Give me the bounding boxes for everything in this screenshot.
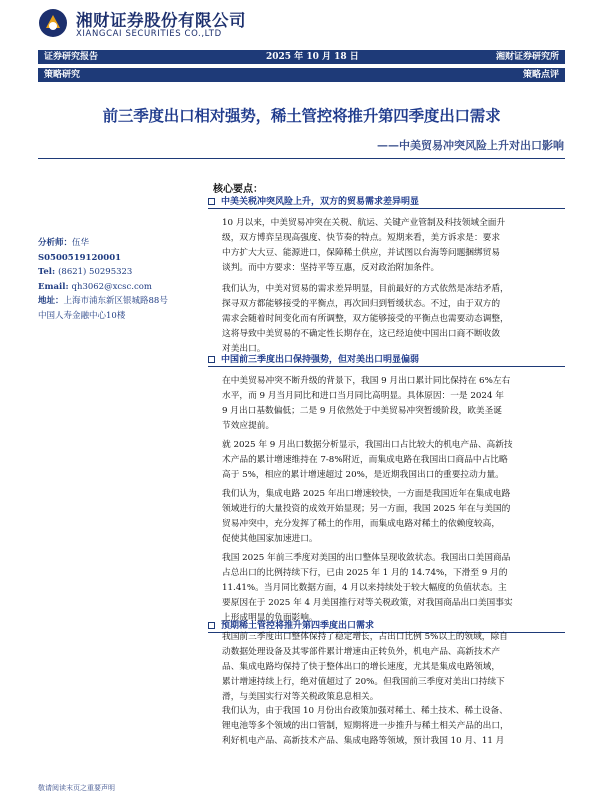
report-date: 2025 年 10 月 18 日 bbox=[266, 52, 359, 62]
text-line: 我们认为，集成电路 2025 年出口增速较快，一方面是我国近年在集成电路 bbox=[222, 489, 511, 499]
address-line-2: 中国人寿金融中心10楼 bbox=[38, 310, 126, 321]
analyst-name: 伍华 bbox=[72, 238, 90, 248]
paragraph bbox=[222, 438, 565, 483]
header-band-secondary bbox=[38, 68, 565, 82]
text-line: 就 2025 年 9 月出口数据分析显示，我国出口占比较大的机电产品、高新技 bbox=[222, 440, 513, 450]
report-subcategory: 策略点评 bbox=[522, 70, 559, 80]
checkbox-square-icon bbox=[208, 622, 215, 629]
section-heading bbox=[208, 196, 565, 209]
company-logo bbox=[38, 6, 288, 42]
paragraph bbox=[222, 487, 565, 547]
text-line: 这将导致中美贸易的不确定性长期存在，这已经迫使中国出口商不断收敛 bbox=[222, 329, 500, 339]
text-line: 锂电池等多个领域的出口管制，短期将进一步推升与稀土相关产品的出口， bbox=[222, 721, 509, 731]
paragraph bbox=[222, 216, 565, 276]
checkbox-square-icon bbox=[208, 198, 215, 205]
section-heading-text: 中美关税冲突风险上升，双方的贸易需求差异明显 bbox=[221, 197, 420, 207]
address-line-1: 上海市浦东新区银城路88号 bbox=[63, 296, 168, 306]
email-label: Email: bbox=[38, 281, 69, 292]
text-line: 上形成明显的负面影响。 bbox=[222, 613, 318, 623]
section-heading-text: 中国前三季度出口保持强势，但对美出口明显偏弱 bbox=[221, 355, 420, 365]
address-row bbox=[38, 294, 210, 309]
page-title: 前三季度出口相对强势，稀土管控将推升第四季度出口需求 bbox=[102, 107, 501, 125]
text-line: 占总出口的比例持续下行，已由 2025 年 1 月的 14.74%，下滑至 9 月的 bbox=[222, 568, 508, 578]
report-category: 策略研究 bbox=[44, 70, 81, 80]
text-line: 探寻双方都能够接受的平衡点，再次回归到暂缓状态。不过，由于双方的 bbox=[222, 299, 500, 309]
text-line: 节效应提前。 bbox=[222, 421, 275, 431]
paragraph bbox=[222, 282, 565, 357]
section-heading bbox=[208, 354, 565, 367]
paragraph bbox=[222, 630, 565, 705]
paragraph bbox=[222, 704, 565, 749]
text-line: 促使其他国家加速进口。 bbox=[222, 534, 318, 544]
text-line: 贸易冲突中，充分发挥了稀土的作用，而集成电路对稀土的依赖度较高， bbox=[222, 519, 500, 529]
analyst-row bbox=[38, 236, 210, 251]
text-line: 我国前三季度出口整体保持了稳定增长，占出口比例 5%以上的领域，除自 bbox=[222, 632, 508, 642]
analyst-label: 分析师： bbox=[38, 238, 73, 248]
text-line: 9 月出口基数偏低；二是 9 月依然处于中美贸易冲突暂缓阶段，欧美圣诞 bbox=[222, 406, 502, 416]
text-line: 滑，与美国实行对等关税政策息息相关。 bbox=[222, 692, 379, 702]
text-line: 我们认为，中美对贸易的需求差异明显，目前最好的方式依然是冻结矛盾， bbox=[222, 284, 509, 294]
company-name-en: XIANGCAI SECURITIES CO.,LTD bbox=[76, 29, 222, 39]
paragraph bbox=[222, 551, 565, 626]
tel-value: (8621) 50295323 bbox=[58, 267, 133, 277]
analyst-cert: S0500519120001 bbox=[38, 252, 122, 263]
research-institute: 湘财证券研究所 bbox=[495, 52, 559, 62]
text-line: 在中美贸易冲突不断升级的背景下，我国 9 月出口累计同比保持在 6%左右 bbox=[222, 376, 511, 386]
text-line: 10 月以来，中美贸易冲突在关税、航运、关键产业管制及科技领域全面升 bbox=[222, 218, 506, 228]
text-line: 水平，而 9 月当月同比和进口当月同比高明显。具体原因：一是 2024 年 bbox=[222, 391, 504, 401]
paragraph bbox=[222, 374, 565, 434]
header-band-primary bbox=[38, 50, 565, 64]
text-line: 中方扩大大豆、能源进口，保障稀土供应，并试图以台海等问题捆绑贸易 bbox=[222, 248, 500, 258]
tel-row bbox=[38, 265, 210, 280]
section-heading-text: 预期稀土管控将推升第四季度出口需求 bbox=[221, 621, 375, 631]
text-line: 级，双方博弈呈现高强度、快节奏的特点。短期来看，美方诉求是：要求 bbox=[222, 233, 500, 243]
email-row bbox=[38, 280, 210, 295]
disclaimer-note: 敬请阅读末页之重要声明 bbox=[38, 784, 115, 792]
tel-label: Tel: bbox=[38, 267, 56, 277]
text-line: 我国 2025 年前三季度对美国的出口整体呈现收敛状态。我国出口美国商品 bbox=[222, 553, 511, 563]
text-line: 高于 5%，相应的累计增速超过 20%，是近期我国出口的重要拉动力量。 bbox=[222, 470, 504, 480]
title-divider bbox=[38, 158, 565, 159]
text-line: 我们认为，由于我国 10 月份出台政策加强对稀土、稀土技术、稀土设备、 bbox=[222, 706, 508, 716]
text-line: 动数据处理设备及其零部件累计增速由正转负外，机电产品、高新技术产 bbox=[222, 647, 500, 657]
text-line: 利好机电产品、高新技术产品、集成电路等领域，预计我国 10 月、11 月 bbox=[222, 736, 505, 746]
page-subtitle: ——中美贸易冲突风险上升对出口影响 bbox=[377, 139, 564, 152]
address-label: 地址： bbox=[38, 296, 64, 306]
text-line: 品、集成电路均保持了快于整体出口的增长速度，尤其是集成电路领域， bbox=[222, 662, 500, 672]
analyst-info bbox=[38, 236, 210, 323]
report-type: 证券研究报告 bbox=[44, 52, 99, 62]
text-line: 领域进行的大量投资的成效开始显现；另一方面，我国 2025 年在与美国的 bbox=[222, 504, 511, 514]
checkbox-square-icon bbox=[208, 356, 215, 363]
text-line: 需求会随着时间变化而有所调整，双方能够接受的平衡点也需要动态调整， bbox=[222, 314, 509, 324]
text-line: 术产品的累计增速维持在 7-8%附近，而集成电路在我国出口商品中占比略 bbox=[222, 455, 508, 465]
email-value[interactable]: qh3062@xcsc.com bbox=[71, 281, 152, 292]
core-points-label: 核心要点： bbox=[213, 184, 263, 195]
text-line: 累计增速持续上行，绝对值超过了 20%。但我国前三季度对美出口持续下 bbox=[222, 677, 505, 687]
text-line: 要原因在于 2025 年 4 月美国推行对等关税政策，对我国商品出口美国事实 bbox=[222, 598, 513, 608]
text-line: 11.41%。当月同比数据方面，4 月以来持续处于较大幅度的负值状态。主 bbox=[222, 583, 507, 593]
text-line: 对美出口。 bbox=[222, 344, 266, 354]
text-line: 谈判。而中方要求：坚持平等互惠，反对政治附加条件。 bbox=[222, 263, 440, 273]
company-name-cn: 湘财证券股份有限公司 bbox=[76, 11, 246, 30]
company-logo-icon bbox=[38, 8, 68, 38]
